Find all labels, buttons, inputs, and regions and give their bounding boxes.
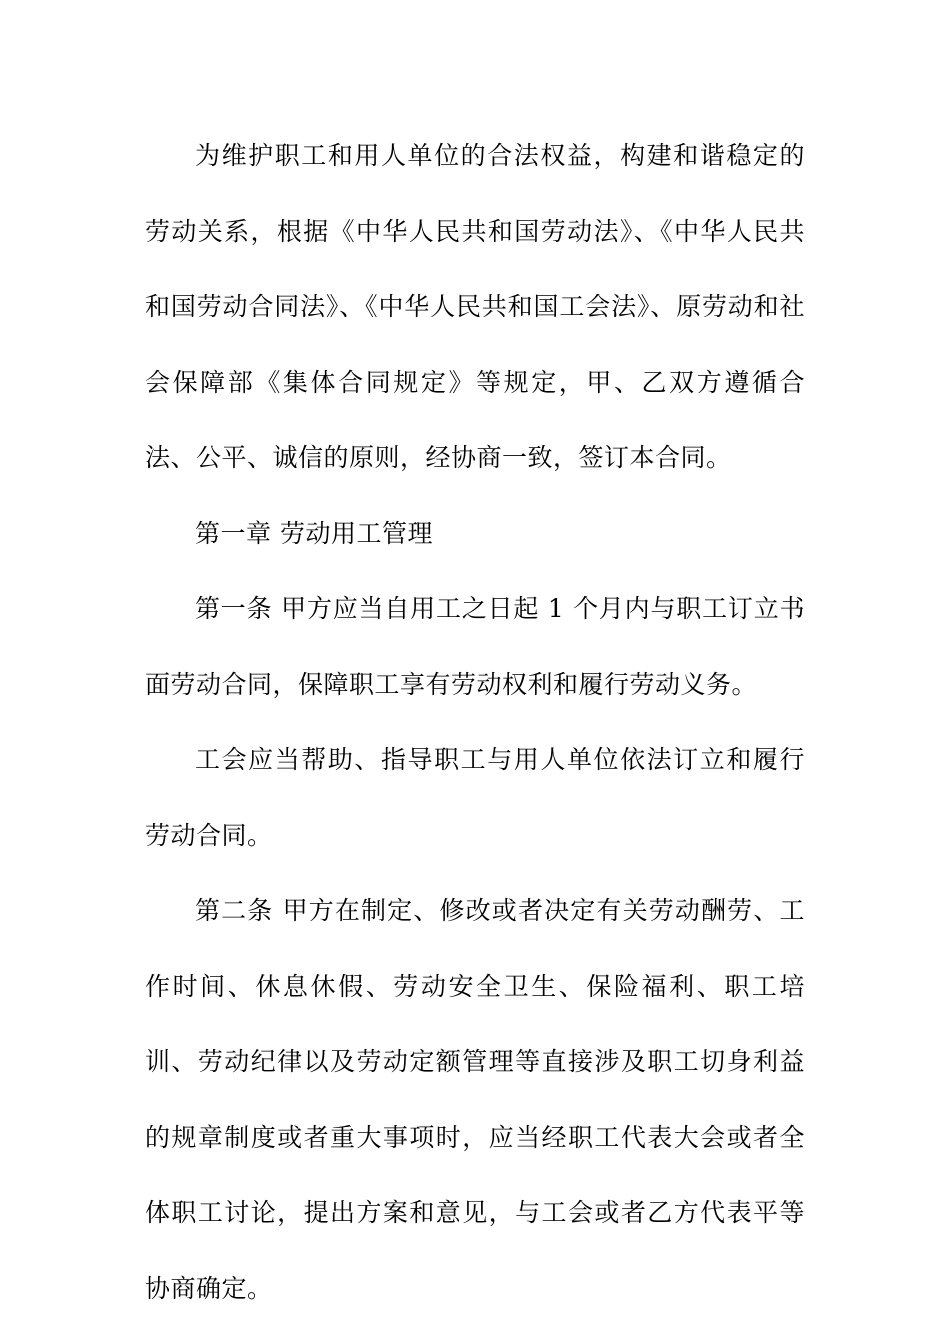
- article-1-paragraph: 第一条 甲方应当自用工之日起 1 个月内与职工订立书面劳动合同，保障职工享有劳动权利和履行劳动义务。: [145, 594, 805, 699]
- chapter-heading: 第一章 劳动用工管理: [195, 518, 433, 548]
- intro-paragraph: 为维护职工和用人单位的合法权益，构建和谐稳定的劳动关系，根据《中华人民共和国劳动法》、《中华人民共和国劳动合同法》、《中华人民共和国工会法》、原劳动和社会保障部《集体合同规定》等规定，甲、乙双方遵循合法、公平、诚信的原则，经协商一致，签订本合同。: [145, 141, 805, 472]
- article-1-union-paragraph: 工会应当帮助、指导职工与用人单位依法订立和履行劳动合同。: [145, 745, 805, 850]
- document-body: [145, 118, 805, 1326]
- article-2-paragraph: 第二条 甲方在制定、修改或者决定有关劳动酬劳、工作时间、休息休假、劳动安全卫生、保险福利、职工培训、劳动纪律以及劳动定额管理等直接涉及职工切身利益的规章制度或者重大事项时，应当经职工代表大会或者全体职工讨论，提出方案和意见，与工会或者乙方代表平等协商确定。: [145, 896, 805, 1303]
